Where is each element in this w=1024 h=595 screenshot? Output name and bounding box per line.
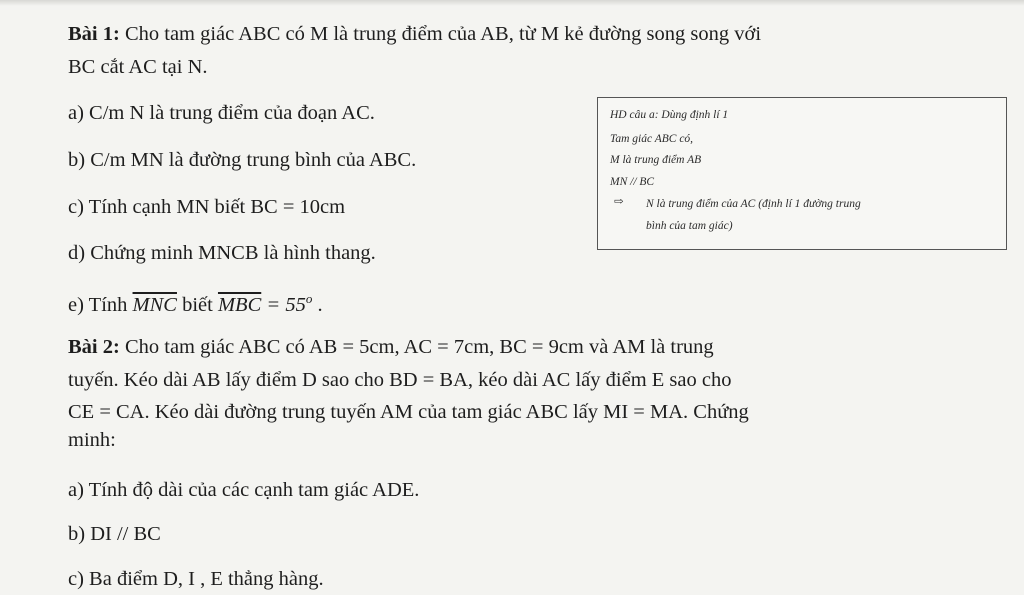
- bai1-item-a: a) C/m N là trung điểm của đoạn AC.: [68, 102, 375, 124]
- hint-box: [597, 97, 1007, 250]
- bai2-text-1: Cho tam giác ABC có AB = 5cm, AC = 7cm, BC = 9cm và AM là trung: [119, 336, 714, 358]
- item-e-value: = 55: [261, 293, 306, 316]
- bai1-line-1: [68, 22, 761, 46]
- angle-mnc: $\overline{MNC}$: [132, 293, 177, 316]
- bai1-item-c: c) Tính cạnh MN biết BC = 10cm: [68, 196, 346, 218]
- bai2-line-3: CE = CA. Kéo dài đường trung tuyến AM của tam giác ABC lấy MI = MA. Chứng: [68, 401, 749, 423]
- bai2-item-b: b) DI // BC: [68, 523, 161, 545]
- hint-line-4: MN // BC: [610, 176, 655, 188]
- hint-line-3: M là trung điểm AB: [610, 154, 702, 166]
- bai2-label: Bài 2:: [68, 336, 120, 358]
- bai2-item-a: a) Tính độ dài của các cạnh tam giác ADE.: [68, 479, 420, 501]
- hint-line-1: HD câu a: Dùng định lí 1: [610, 109, 729, 121]
- angle-mbc: $\overline{MBC}$: [217, 293, 262, 316]
- item-e-mid: biết: [176, 293, 218, 316]
- degree-sign: o: [305, 291, 313, 306]
- bai2-item-c: c) Ba điểm D, I , E thẳng hàng.: [68, 568, 324, 590]
- bai1-item-b: b) C/m MN là đường trung bình của ABC.: [68, 149, 417, 171]
- implies-arrow-icon: ⇨: [614, 196, 624, 208]
- item-e-prefix: e) Tính: [68, 293, 133, 316]
- hint-line-6: bình của tam giác): [646, 220, 733, 232]
- hint-line-5: N là trung điểm của AC (định lí 1 đường trung: [646, 198, 861, 210]
- bai2-line-2: tuyến. Kéo dài AB lấy điểm D sao cho BD = BA, kéo dài AC lấy điểm E sao cho: [68, 369, 732, 391]
- bai1-item-d: d) Chứng minh MNCB là hình thang.: [68, 242, 376, 264]
- item-e-end: .: [312, 293, 323, 316]
- bai2-line-4: minh:: [68, 429, 116, 451]
- bai1-label: Bài 1:: [68, 23, 120, 45]
- bai1-text-1: Cho tam giác ABC có M là trung điểm của AB, từ M kẻ đường song song với: [119, 23, 762, 45]
- scan-edge-shadow: [0, 0, 1024, 6]
- bai1-item-e: [68, 287, 323, 317]
- hint-line-2: Tam giác ABC có,: [610, 133, 694, 145]
- bai1-line-2: BC cắt AC tại N.: [68, 56, 208, 78]
- bai2-line-1: [68, 335, 714, 359]
